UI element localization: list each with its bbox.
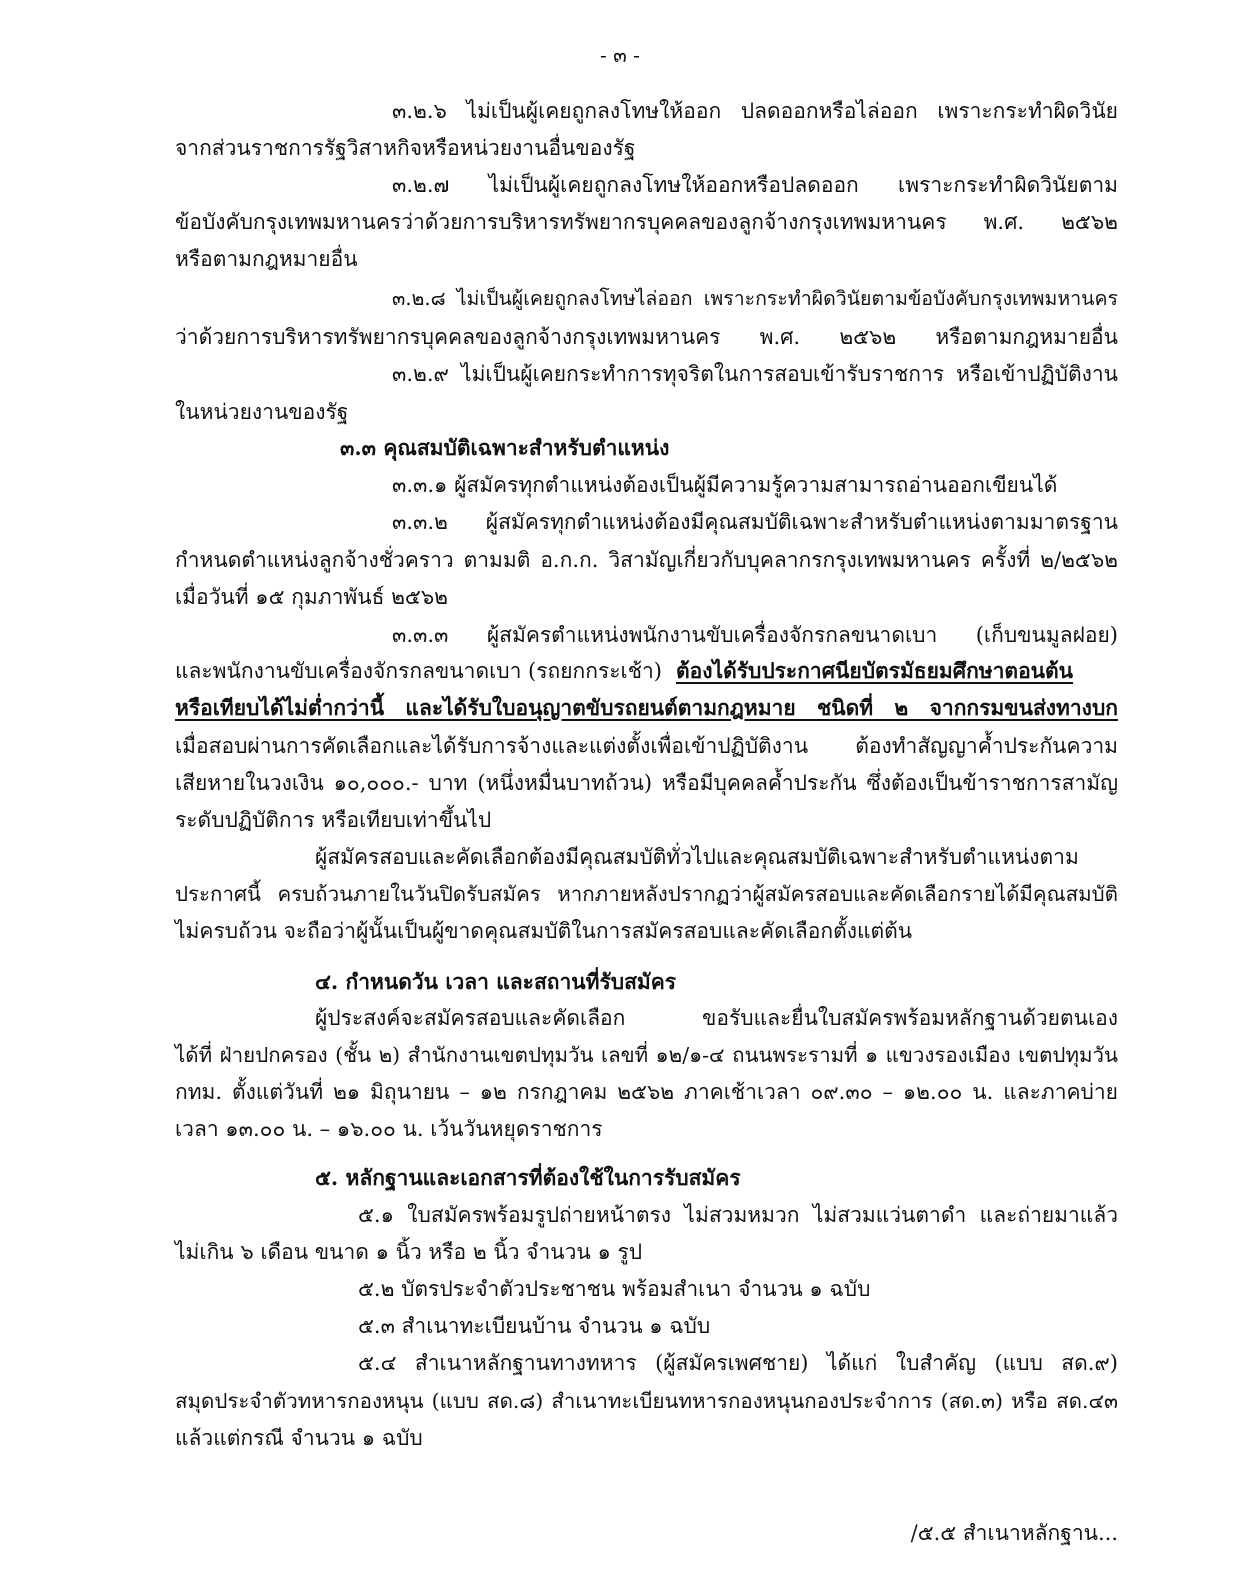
paragraph-line: ในหน่วยงานของรัฐ bbox=[175, 400, 349, 424]
paragraph-line: ๕.๒ บัตรประจำตัวประชาชน พร้อมสำเนา จำนวน ๑ ฉบับ bbox=[358, 1277, 871, 1301]
paragraph-line: สมุดประจำตัวทหารกองหนุน (แบบ สด.๘) สำเนาทะเบียนทหารกองหนุนกองประจำการ (สด.๓) หรือ สด.๔๓ bbox=[175, 1389, 1118, 1413]
paragraph-line: เมื่อวันที่ ๑๕ กุมภาพันธ์ ๒๕๖๒ bbox=[175, 585, 448, 609]
paragraph-line: ๕.๔ สำเนาหลักฐานทางทหาร (ผู้สมัครเพศชาย) ได้แก่ ใบสำคัญ (แบบ สด.๙) bbox=[358, 1351, 1118, 1375]
paragraph-line: ระดับปฏิบัติการ หรือเทียบเท่าขึ้นไป bbox=[175, 808, 492, 832]
paragraph-line: และพนักงานขับเครื่องจักรกลขนาดเบา (รถยกกระเช้า) bbox=[175, 659, 662, 683]
paragraph-line: ๓.๒.๖ ไม่เป็นผู้เคยถูกลงโทษให้ออก ปลดออกหรือไล่ออก เพราะกระทำผิดวินัย bbox=[392, 99, 1118, 123]
underlined-requirement: ต้องได้รับประกาศนียบัตรมัธยมศึกษาตอนต้น bbox=[676, 658, 1074, 683]
paragraph-line: แล้วแต่กรณี จำนวน ๑ ฉบับ bbox=[175, 1426, 423, 1450]
paragraph-line: ๓.๓.๑ ผู้สมัครทุกตำแหน่งต้องเป็นผู้มีความรู้ความสามารถอ่านออกเขียนได้ bbox=[392, 473, 1058, 497]
paragraph-line: ไม่ครบถ้วน จะถือว่าผู้นั้นเป็นผู้ขาดคุณสมบัติในการสมัครสอบและคัดเลือกตั้งแต่ต้น bbox=[175, 919, 913, 943]
paragraph-line: เมื่อสอบผ่านการคัดเลือกและได้รับการจ้างและแต่งตั้งเพื่อเข้าปฏิบัติงาน ต้องทำสัญญาค้ำประกันความ bbox=[175, 734, 1118, 758]
section-heading: ๓.๓ คุณสมบัติเฉพาะสำหรับตำแหน่ง bbox=[340, 435, 670, 460]
paragraph-line: ๕.๓ สำเนาทะเบียนบ้าน จำนวน ๑ ฉบับ bbox=[358, 1314, 711, 1338]
paragraph-line: จากส่วนราชการรัฐวิสาหกิจหรือหน่วยงานอื่นของรัฐ bbox=[175, 136, 636, 160]
paragraph-line: ๓.๒.๙ ไม่เป็นผู้เคยกระทำการทุจริตในการสอบเข้ารับราชการ หรือเข้าปฏิบัติงาน bbox=[392, 362, 1118, 386]
paragraph-line: หรือตามกฎหมายอื่น bbox=[175, 247, 358, 271]
paragraph-line: ไม่เกิน ๖ เดือน ขนาด ๑ นิ้ว หรือ ๒ นิ้ว จำนวน ๑ รูป bbox=[175, 1240, 643, 1264]
paragraph-line: กทม. ตั้งแต่วันที่ ๒๑ มิถุนายน – ๑๒ กรกฎาคม ๒๕๖๒ ภาคเช้าเวลา ๐๙.๓๐ – ๑๒.๐๐ น. และภาคบ่าย bbox=[175, 1080, 1118, 1104]
paragraph-line: ๓.๓.๓ ผู้สมัครตำแหน่งพนักงานขับเครื่องจักรกลขนาดเบา (เก็บขนมูลฝอย) bbox=[392, 623, 1118, 647]
paragraph-line: ว่าด้วยการบริหารทรัพยากรบุคคลของลูกจ้างกรุงเทพมหานคร พ.ศ. ๒๕๖๒ หรือตามกฎหมายอื่น bbox=[175, 325, 1118, 349]
paragraph-line: ๓.๓.๒ ผู้สมัครทุกตำแหน่งต้องมีคุณสมบัติเฉพาะสำหรับตำแหน่งตามมาตรฐาน bbox=[392, 510, 1118, 534]
section-heading: ๔. กำหนดวัน เวลา และสถานที่รับสมัคร bbox=[315, 969, 677, 994]
paragraph-line: ๓.๒.๗ ไม่เป็นผู้เคยถูกลงโทษให้ออกหรือปลดออก เพราะกระทำผิดวินัยตาม bbox=[392, 173, 1118, 197]
paragraph-line: ผู้สมัครสอบและคัดเลือกต้องมีคุณสมบัติทั่วไปและคุณสมบัติเฉพาะสำหรับตำแหน่งตาม bbox=[315, 845, 1079, 869]
continuation-note: /๕.๕ สำเนาหลักฐาน... bbox=[910, 1521, 1118, 1545]
page-number: - ๓ - bbox=[600, 43, 640, 67]
paragraph-line: เวลา ๑๓.๐๐ น. – ๑๖.๐๐ น. เว้นวันหยุดราชการ bbox=[175, 1117, 603, 1141]
paragraph-line: ได้ที่ ฝ่ายปกครอง (ชั้น ๒) สำนักงานเขตปทุมวัน เลขที่ ๑๒/๑-๔ ถนนพระรามที่ ๑ แขวงรองเมือง เขตปทุมวัน bbox=[175, 1043, 1118, 1067]
paragraph-line: ผู้ประสงค์จะสมัครสอบและคัดเลือก ขอรับและยื่นใบสมัครพร้อมหลักฐานด้วยตนเอง bbox=[315, 1006, 1118, 1030]
paragraph-line: ๕.๑ ใบสมัครพร้อมรูปถ่ายหน้าตรง ไม่สวมหมวก ไม่สวมแว่นตาดำ และถ่ายมาแล้ว bbox=[358, 1203, 1118, 1227]
paragraph-line: ๓.๒.๘ ไม่เป็นผู้เคยถูกลงโทษไล่ออก เพราะกระทำผิดวินัยตามข้อบังคับกรุงเทพมหานคร bbox=[392, 287, 1118, 310]
paragraph-line: เสียหายในวงเงิน ๑๐,๐๐๐.- บาท (หนึ่งหมื่นบาทถ้วน) หรือมีบุคคลค้ำประกัน ซึ่งต้องเป็นข้าราชการสามัญ bbox=[175, 771, 1118, 795]
paragraph-line: ข้อบังคับกรุงเทพมหานครว่าด้วยการบริหารทรัพยากรบุคคลของลูกจ้างกรุงเทพมหานคร พ.ศ. ๒๕๖๒ bbox=[175, 210, 1118, 234]
paragraph-line: กำหนดตำแหน่งลูกจ้างชั่วคราว ตามมติ อ.ก.ก. วิสามัญเกี่ยวกับบุคลากรกรุงเทพมหานคร ครั้งที่ ๒/๒๕๖๒ bbox=[175, 548, 1118, 572]
section-heading: ๕. หลักฐานและเอกสารที่ต้องใช้ในการรับสมัคร bbox=[315, 1165, 741, 1190]
paragraph-line: ประกาศนี้ ครบถ้วนภายในวันปิดรับสมัคร หากภายหลังปรากฏว่าผู้สมัครสอบและคัดเลือกรายได้มีคุณสมบัติ bbox=[175, 882, 1118, 906]
underlined-requirement: หรือเทียบได้ไม่ต่ำกว่านี้ และได้รับใบอนุญาตขับรถยนต์ตามกฎหมาย ชนิดที่ ๒ จากกรมขนส่งทางบก bbox=[175, 695, 1118, 720]
